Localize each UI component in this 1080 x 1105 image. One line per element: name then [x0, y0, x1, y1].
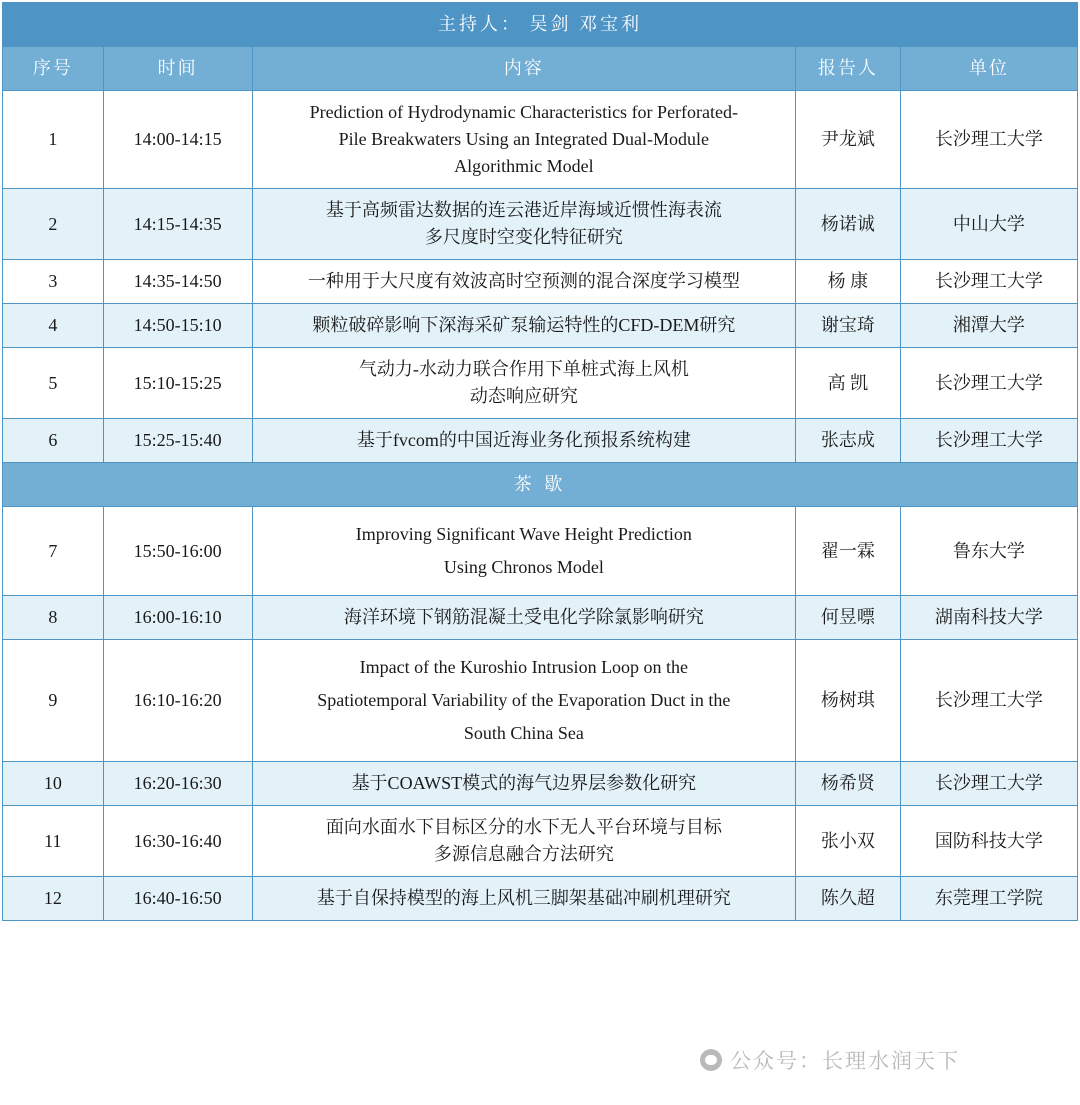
row-topic-line: Pile Breakwaters Using an Integrated Dual-Module [338, 129, 710, 149]
row-topic-line: 基于自保持模型的海上风机三脚架基础冲刷机理研究 [316, 888, 731, 908]
row-unit: 长沙理工大学 [900, 640, 1077, 762]
row-time: 16:40-16:50 [103, 877, 252, 921]
session-schedule-table [2, 2, 1078, 921]
row-topic-line: Impact of the Kuroshio Intrusion Loop on the [359, 657, 689, 677]
row-time: 16:10-16:20 [103, 640, 252, 762]
table-row [3, 596, 1078, 640]
row-unit: 鲁东大学 [900, 507, 1077, 596]
column-header-time: 时间 [103, 47, 252, 91]
row-unit: 长沙理工大学 [900, 419, 1077, 463]
row-topic-line: 基于高频雷达数据的连云港近岸海域近惯性海表流 [325, 200, 722, 220]
row-speaker: 何昱嘌 [796, 596, 901, 640]
row-topic [252, 348, 796, 419]
row-topic [252, 507, 796, 596]
row-number: 2 [3, 189, 104, 260]
table-header-row [3, 47, 1078, 91]
row-topic [252, 596, 796, 640]
row-topic [252, 762, 796, 806]
row-speaker: 杨诺诚 [796, 189, 901, 260]
row-number: 7 [3, 507, 104, 596]
row-topic-line: Using Chronos Model [443, 557, 604, 577]
row-speaker: 尹龙斌 [796, 91, 901, 189]
row-topic-line: 多源信息融合方法研究 [433, 844, 614, 864]
column-header-unit: 单位 [900, 47, 1077, 91]
table-row [3, 762, 1078, 806]
column-header-topic: 内容 [252, 47, 796, 91]
row-speaker: 谢宝琦 [796, 304, 901, 348]
row-speaker: 杨 康 [796, 260, 901, 304]
table-row [3, 507, 1078, 596]
row-speaker: 杨树琪 [796, 640, 901, 762]
row-speaker: 张志成 [796, 419, 901, 463]
row-number: 10 [3, 762, 104, 806]
row-unit: 国防科技大学 [900, 806, 1077, 877]
row-speaker: 高 凯 [796, 348, 901, 419]
row-speaker: 陈久超 [796, 877, 901, 921]
table-row [3, 189, 1078, 260]
row-number: 8 [3, 596, 104, 640]
table-row [3, 806, 1078, 877]
row-unit: 长沙理工大学 [900, 762, 1077, 806]
row-time: 16:00-16:10 [103, 596, 252, 640]
column-header-speaker: 报告人 [796, 47, 901, 91]
host-row [3, 3, 1078, 47]
row-topic-line: 气动力-水动力联合作用下单桩式海上风机 [358, 359, 689, 379]
row-time: 14:00-14:15 [103, 91, 252, 189]
row-topic-line: Improving Significant Wave Height Prediction [355, 524, 692, 544]
row-number: 4 [3, 304, 104, 348]
row-number: 12 [3, 877, 104, 921]
row-topic [252, 419, 796, 463]
table-row [3, 91, 1078, 189]
host-label: 主持人： 吴剑 邓宝利 [3, 3, 1078, 47]
table-row [3, 640, 1078, 762]
row-topic [252, 304, 796, 348]
watermark [700, 1045, 960, 1075]
row-topic [252, 91, 796, 189]
row-number: 3 [3, 260, 104, 304]
row-number: 5 [3, 348, 104, 419]
table-row [3, 304, 1078, 348]
row-topic-line: 一种用于大尺度有效波高时空预测的混合深度学习模型 [307, 271, 740, 291]
row-time: 14:15-14:35 [103, 189, 252, 260]
row-topic-line: 多尺度时空变化特征研究 [424, 227, 623, 247]
table-row [3, 260, 1078, 304]
row-topic-line: 海洋环境下钢筋混凝土受电化学除氯影响研究 [343, 607, 704, 627]
row-topic-line: 基于COAWST模式的海气边界层参数化研究 [351, 773, 697, 793]
row-unit: 湘潭大学 [900, 304, 1077, 348]
table-row [3, 348, 1078, 419]
row-unit: 长沙理工大学 [900, 260, 1077, 304]
row-unit: 东莞理工学院 [900, 877, 1077, 921]
row-topic-line: 颗粒破碎影响下深海采矿泵输运特性的CFD-DEM研究 [312, 315, 736, 335]
row-time: 16:30-16:40 [103, 806, 252, 877]
row-unit: 长沙理工大学 [900, 348, 1077, 419]
row-time: 15:25-15:40 [103, 419, 252, 463]
row-time: 15:50-16:00 [103, 507, 252, 596]
row-number: 1 [3, 91, 104, 189]
wechat-logo-icon [700, 1049, 722, 1071]
table-row [3, 877, 1078, 921]
row-number: 6 [3, 419, 104, 463]
row-time: 14:50-15:10 [103, 304, 252, 348]
row-speaker: 张小双 [796, 806, 901, 877]
row-topic-line: 基于fvcom的中国近海业务化预报系统构建 [356, 430, 691, 450]
row-topic [252, 640, 796, 762]
row-topic-line: Spatiotemporal Variability of the Evaporation Duct in the [317, 690, 731, 710]
table-row [3, 419, 1078, 463]
column-header-no: 序号 [3, 47, 104, 91]
row-time: 14:35-14:50 [103, 260, 252, 304]
row-topic [252, 260, 796, 304]
row-unit: 湖南科技大学 [900, 596, 1077, 640]
row-topic-line: 动态响应研究 [469, 386, 578, 406]
watermark-text: 公众号：长理水润天下 [730, 1050, 960, 1073]
tea-break-label: 茶 歇 [3, 463, 1078, 507]
row-topic-line: Algorithmic Model [454, 156, 594, 176]
row-topic-line: South China Sea [463, 723, 584, 743]
tea-break-row [3, 463, 1078, 507]
row-unit: 中山大学 [900, 189, 1077, 260]
row-time: 15:10-15:25 [103, 348, 252, 419]
row-speaker: 翟一霖 [796, 507, 901, 596]
row-topic [252, 806, 796, 877]
row-number: 11 [3, 806, 104, 877]
row-time: 16:20-16:30 [103, 762, 252, 806]
row-topic [252, 189, 796, 260]
row-unit: 长沙理工大学 [900, 91, 1077, 189]
row-topic [252, 877, 796, 921]
row-topic-line: Prediction of Hydrodynamic Characteristics for Perforated- [309, 102, 739, 122]
row-topic-line: 面向水面水下目标区分的水下无人平台环境与目标 [325, 817, 722, 837]
row-speaker: 杨希贤 [796, 762, 901, 806]
row-number: 9 [3, 640, 104, 762]
